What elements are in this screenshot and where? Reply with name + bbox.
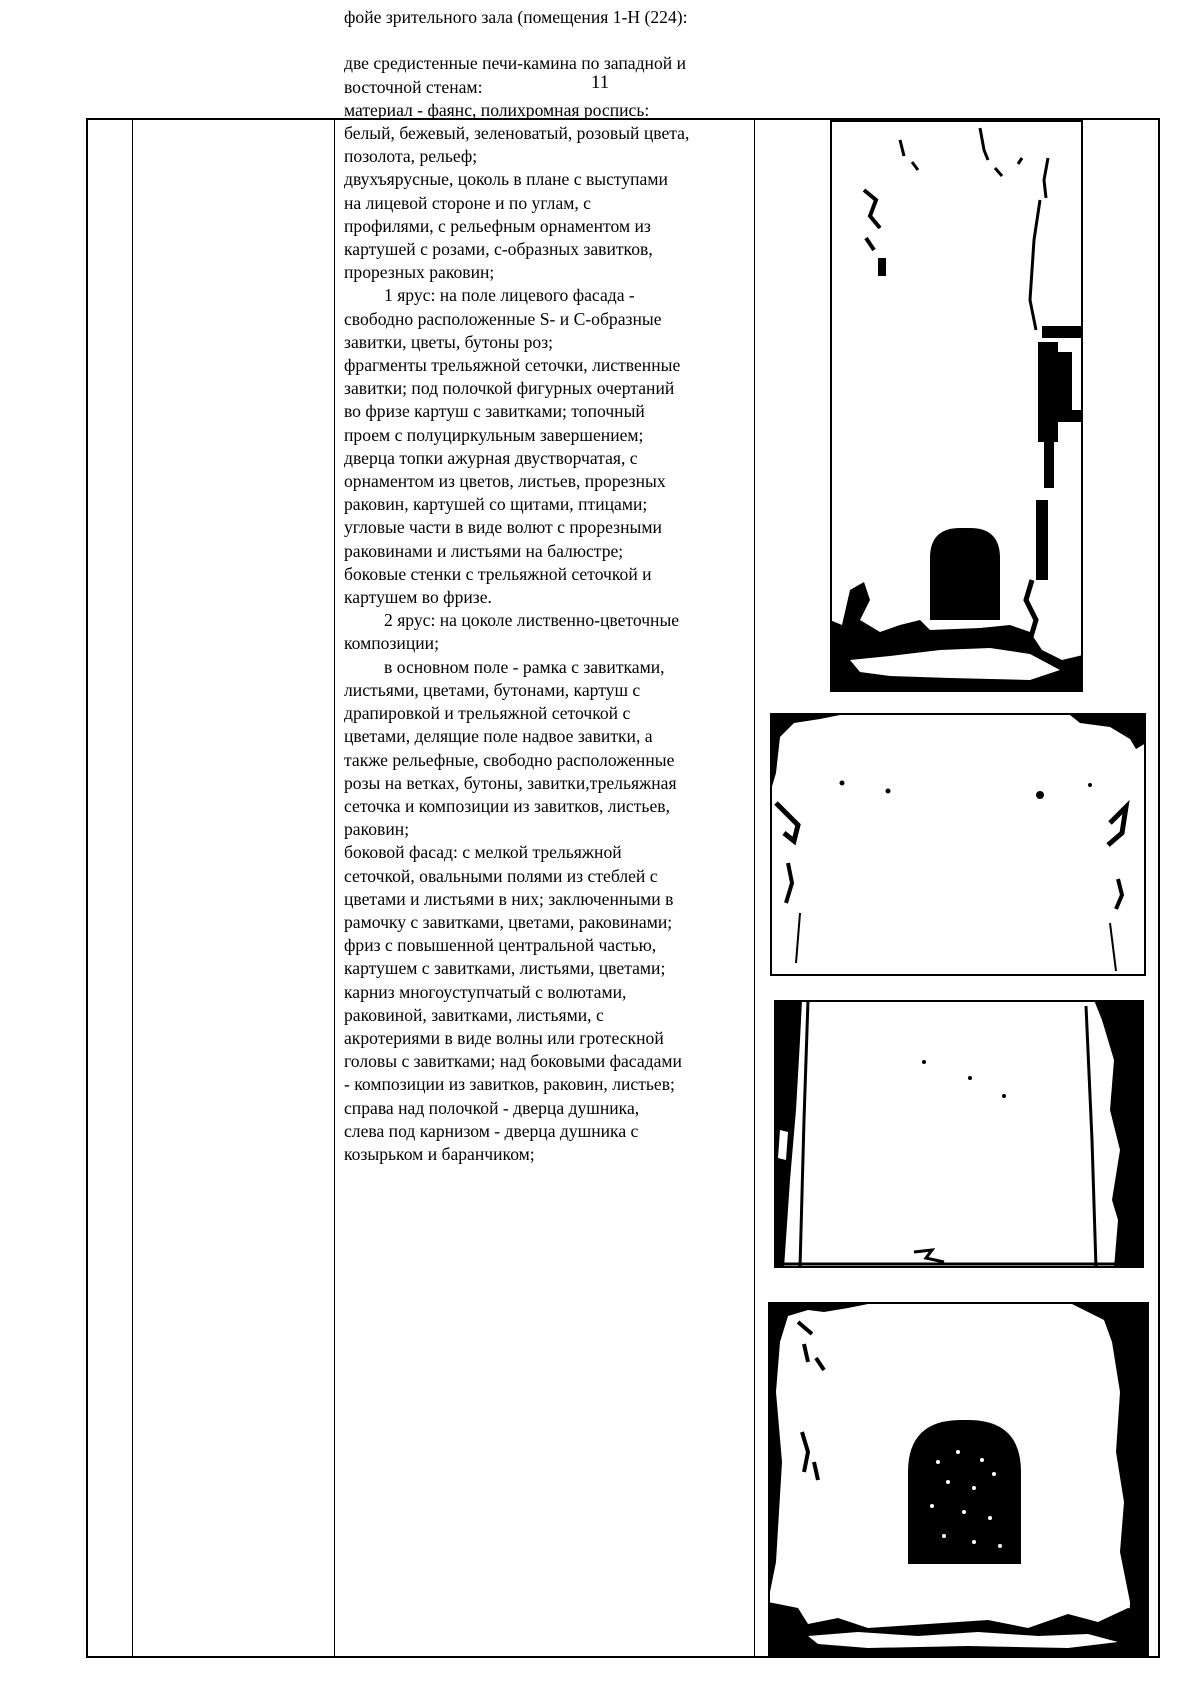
column-divider	[132, 120, 133, 1656]
text-line: орнаментом из цветов, листьев, прорезных	[344, 471, 666, 492]
text-line: фрагменты трельяжной сеточки, лиственные	[344, 355, 681, 376]
text-line: драпировкой и трельяжной сеточкой с	[344, 703, 631, 724]
page-number: 11	[590, 72, 610, 93]
text-line: во фризе картуш с завитками; топочный	[344, 401, 645, 422]
stove-photo-4	[768, 1302, 1149, 1656]
text-line: - композиции из завитков, раковин, листьев;	[344, 1074, 675, 1095]
text-line: в основном поле - рамка с завитками,	[384, 656, 665, 677]
text-line: завитки; под полочкой фигурных очертаний	[344, 378, 675, 399]
text-line: картушем во фризе.	[344, 587, 492, 608]
text-line: цветами и листьями в них; заключенными в	[344, 888, 674, 909]
text-line: угловые части в виде волют с прорезными	[344, 517, 662, 538]
text-line: прорезных раковин;	[344, 262, 495, 283]
text-line: дверца топки ажурная двустворчатая, с	[344, 447, 638, 468]
text-line: также рельефные, свободно расположенные	[344, 749, 675, 770]
text-line: справа над полочкой - дверца душника,	[344, 1097, 640, 1118]
description-text	[344, 6, 746, 1166]
text-line: фриз с повышенной центральной частью,	[344, 935, 657, 956]
text-line: сеточкой, овальными полями из стеблей с	[344, 865, 658, 886]
text-line: листьями, цветами, бутонами, картуш с	[344, 679, 641, 700]
text-line: рамочку с завитками, цветами, раковинами;	[344, 911, 673, 932]
text-line: цветами, делящие поле надвое завитки, а	[344, 726, 653, 747]
text-line: козырьком и баранчиком;	[344, 1143, 535, 1164]
text-line: свободно расположенные S- и С-образные	[344, 308, 662, 329]
text-line: восточной стенам:	[344, 76, 483, 97]
stove-photo-3	[774, 1000, 1144, 1268]
text-line: картушем с завитками, листьями, цветами;	[344, 958, 666, 979]
text-line: профилями, с рельефным орнаментом из	[344, 215, 651, 236]
text-line: картушей с розами, с-образных завитков,	[344, 239, 653, 260]
text-line: материал - фаянс, полихромная роспись:	[344, 99, 650, 120]
text-line: боковой фасад: с мелкой трельяжной	[344, 842, 622, 863]
text-line	[344, 29, 746, 52]
text-line: сеточка и композиции из завитков, листьев,	[344, 795, 670, 816]
column-divider	[334, 120, 335, 1656]
text-line: раковин;	[344, 819, 410, 840]
text-line: двухъярусные, цоколь в плане с выступами	[344, 169, 668, 190]
column-divider	[754, 120, 755, 1656]
text-line: головы с завитками; над боковыми фасадами	[344, 1051, 682, 1072]
text-line: раковиной, завитками, листьями, с	[344, 1004, 604, 1025]
text-line: две средистенные печи-камина по западной и	[344, 53, 687, 74]
text-line: слева под карнизом - дверца душника с	[344, 1120, 639, 1141]
text-line: розы на ветках, бутоны, завитки,трельяжная	[344, 772, 677, 793]
text-line: на лицевой стороне и по углам, с	[344, 192, 591, 213]
text-line: карниз многоуступчатый с волютами,	[344, 981, 627, 1002]
text-line: акротериями в виде волны или гротескной	[344, 1027, 664, 1048]
text-line: проем с полуциркульным завершением;	[344, 424, 644, 445]
stove-photo-1	[830, 120, 1083, 692]
text-line: 2 ярус: на цоколе лиственно-цветочные	[384, 610, 680, 631]
text-line: композиции;	[344, 633, 439, 654]
text-line: раковин, картушей со щитами, птицами;	[344, 494, 648, 515]
text-line: 1 ярус: на поле лицевого фасада -	[384, 285, 635, 306]
stove-photo-2	[770, 713, 1146, 976]
text-line: боковые стенки с трельяжной сеточкой и	[344, 563, 652, 584]
text-line: раковинами и листьями на балюстре;	[344, 540, 624, 561]
text-line: фойе зрительного зала (помещения 1-Н (224):	[344, 7, 688, 27]
text-line: белый, бежевый, зеленоватый, розовый цвета,	[344, 123, 690, 144]
text-line: позолота, рельеф;	[344, 146, 478, 167]
text-line: завитки, цветы, бутоны роз;	[344, 331, 554, 352]
